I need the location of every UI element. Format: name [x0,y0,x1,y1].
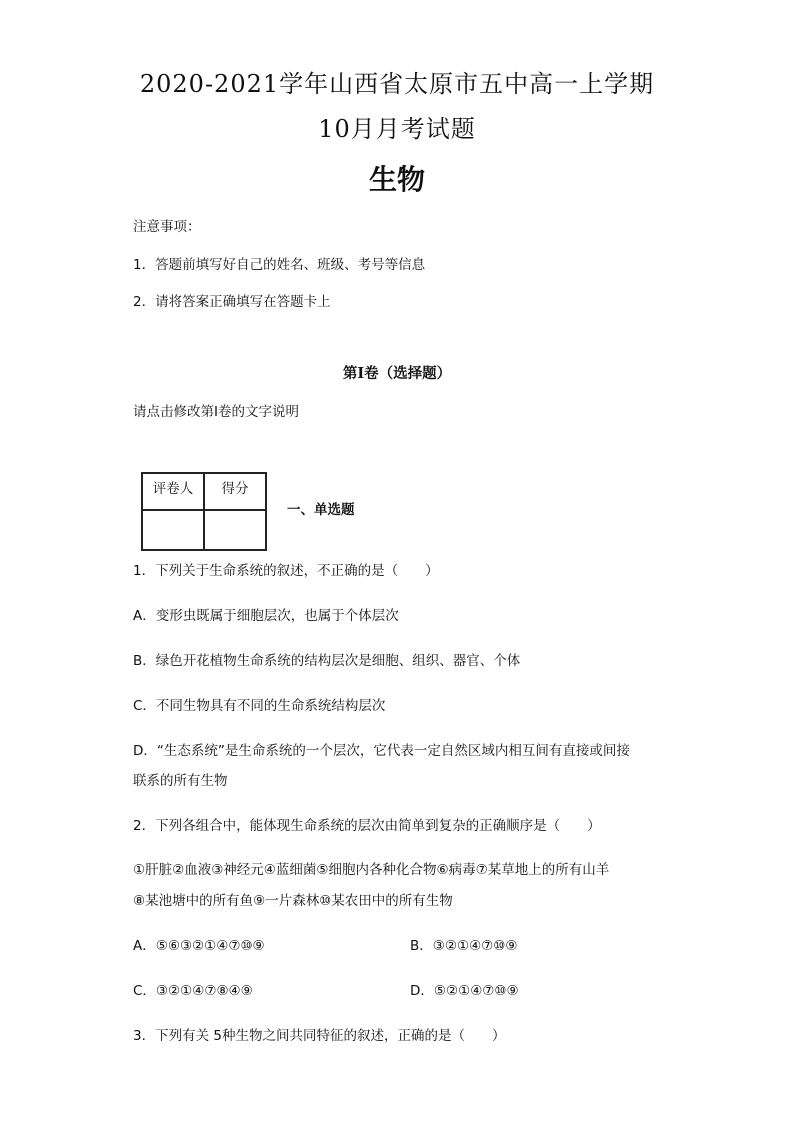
question-2-option-a: A．⑤⑥③②①④⑦⑩⑨ [133,938,265,954]
question-1-option-a: A．变形虫既属于细胞层次，也属于个体层次 [133,608,399,624]
subject-title: 生物 [368,163,425,196]
score-table [141,472,267,551]
question-1-option-d: D．“生态系统”是生命系统的一个层次，它代表一定自然区域内相互间有直接或间接 [133,743,630,759]
question-1-stem: 1．下列关于生命系统的叙述，不正确的是（ ） [133,563,439,579]
question-2-option-b: B．③②①④⑦⑩⑨ [410,938,518,954]
title-line-1: 2020-2021学年山西省太原市五中高一上学期 [139,70,655,98]
question-2-stem: 2．下列各组合中，能体现生命系统的层次由简单到复杂的正确顺序是（ ） [133,818,601,834]
score-table-grader-header: 评卷人 [142,473,204,510]
notice-item-2: 2．请将答案正确填写在答题卡上 [133,294,331,310]
notice-heading: 注意事项： [133,219,201,235]
question-2-option-c: C．③②①④⑦⑧④⑨ [133,983,253,999]
section-title: 第I卷（选择题） [342,365,452,382]
score-table-score-cell [204,510,266,550]
part-title: 一、单选题 [287,502,355,518]
question-2-items-line-1: ①肝脏②血液③神经元④蓝细菌⑤细胞内各种化合物⑥病毒⑦某草地上的所有山羊 [133,862,610,878]
question-1-option-b: B．绿色开花植物生命系统的结构层次是细胞、组织、器官、个体 [133,653,521,669]
section-description[interactable]: 请点击修改第I卷的文字说明 [133,404,299,420]
title-line-2: 10月月考试题 [318,115,476,143]
question-1-option-c: C．不同生物具有不同的生命系统结构层次 [133,698,386,714]
notice-item-1: 1．答题前填写好自己的姓名、班级、考号等信息 [133,257,426,273]
score-table-grader-cell [142,510,204,550]
question-3-stem: 3．下列有关 5种生物之间共同特征的叙述，正确的是（ ） [133,1028,506,1044]
question-2-items-line-2: ⑧某池塘中的所有鱼⑨一片森林⑩某农田中的所有生物 [133,893,453,909]
question-1-option-d-cont: 联系的所有生物 [133,773,228,789]
score-table-score-header: 得分 [204,473,266,510]
question-2-option-d: D．⑤②①④⑦⑩⑨ [410,983,519,999]
